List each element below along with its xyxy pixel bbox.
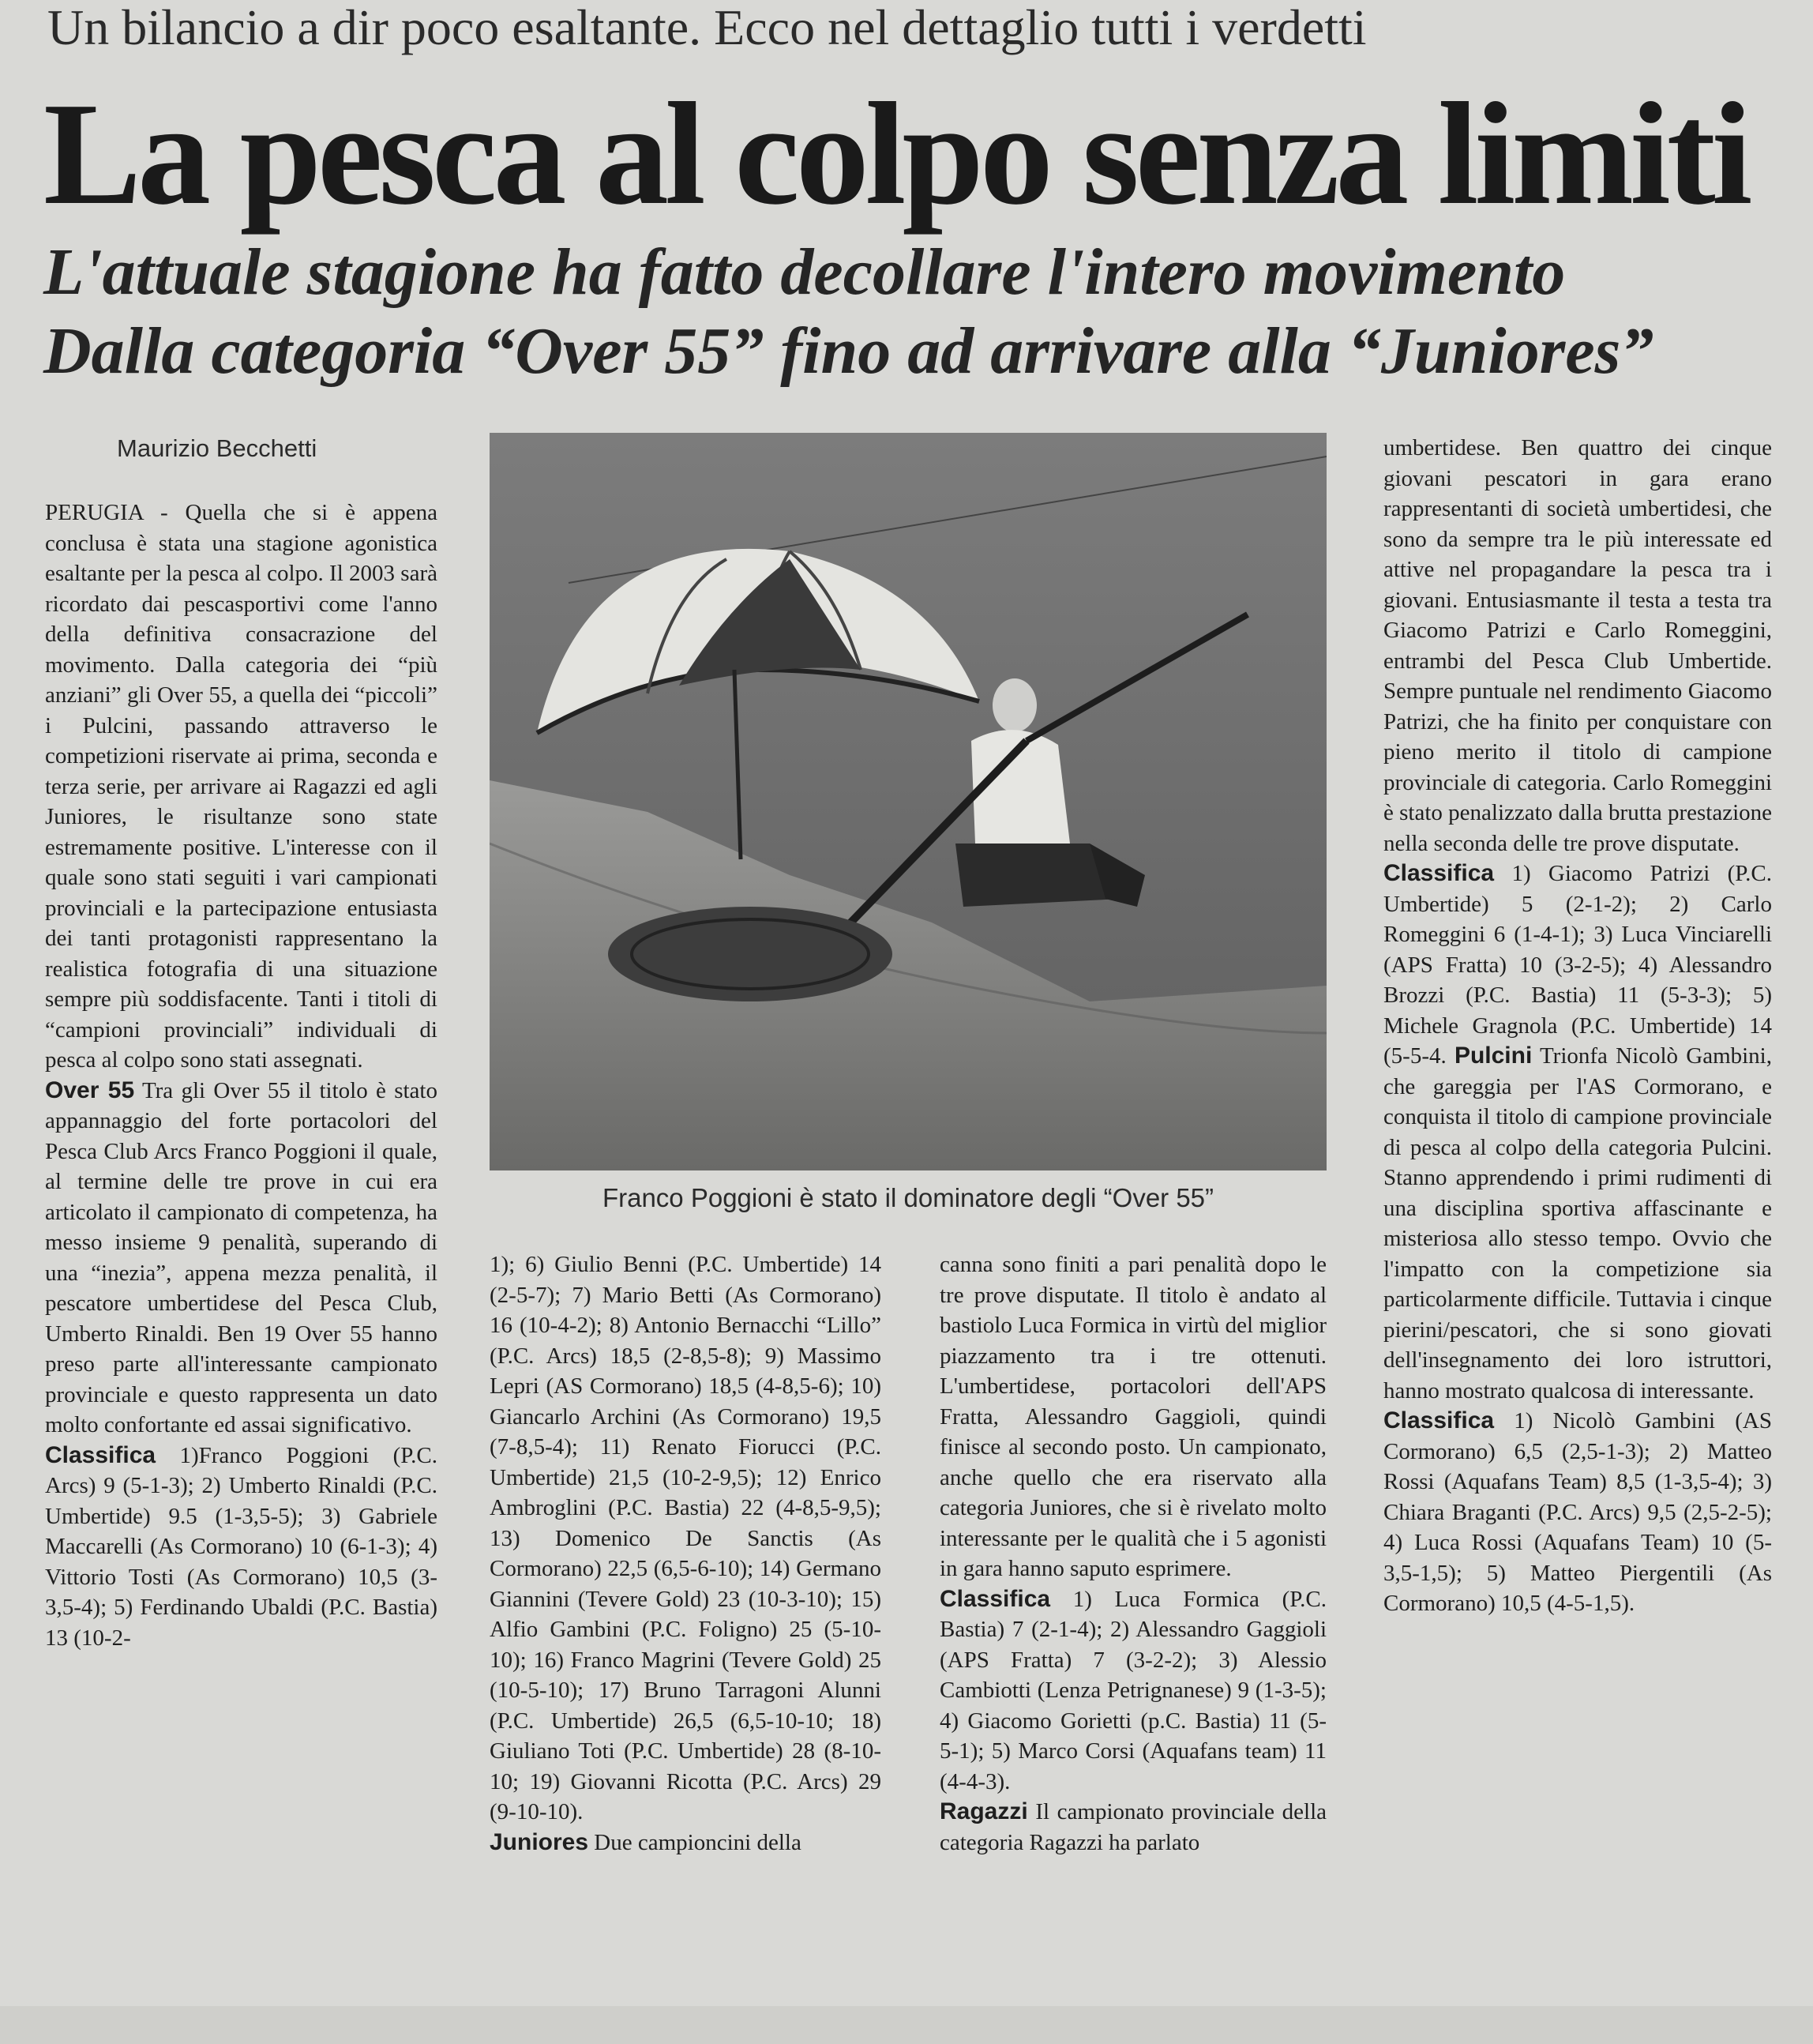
over55-results-continued: 1); 6) Giulio Benni (P.C. Umbertide) 14 (2-5-7); 7) Mario Betti (As Cormorano) 16 (10-4-2); 8) Antonio Bernacchi “Lillo” (P.C. Arcs) 18,5 (2-8,5-8); 9) Massimo Lepri (AS Cormorano) 18,5 (4-8,5-6); 10) Giancarlo Archini (As Cormorano) 19,5 (7-8,5-4); 11) Renato Fiorucci (P.C. Umbertide) 21,5 (10-2-9,5); 12) Enrico Ambroglini (P.C. Bastia) 22 (4-8,5-9,5); 13) Domenico De Sanctis (As Cormorano) 22,5 (6,5-6-10); 14) Germano Giannini (Tevere Gold) 23 (10-3-10); 15) Alfio Gambini (P.C. Foligno) 25 (5-10-10); 16) Franco Magrini (Tevere Gold) 25 (10-5-10); 17) Bruno Tarragoni Alunni (P.C. Umbertide) 26,5 (6,5-10-10; 18) Giuliano Toti (P.C. Umbertide) 28 (8-10-10; 19) Giovanni Ricotta (P.C. Arcs) 29 (9-10-10). bbox=[490, 1252, 881, 1824]
article-column-2 bbox=[490, 1249, 881, 2006]
classifica-text: 1) Giacomo Patrizi (P.C. Umbertide) 5 (2-1-2); 2) Carlo Romeggini 6 (1-4-1); 3) Luca Vinciarelli (APS Fratta) 10 (3-2-5); 4) Alessandro Brozzi (P.C. Bastia) 11 (5-3-3); 5) Michele Gragnola (P.C. Umbertide) 14 (5-5-4. bbox=[1383, 861, 1772, 1069]
classifica-tag: Classifica bbox=[45, 1441, 156, 1468]
kicker: Un bilancio a dir poco esaltante. Ecco nel dettaglio tutti i verdetti bbox=[47, 0, 1367, 55]
article-column-4 bbox=[1383, 433, 1772, 2006]
juniores-continued: canna sono finiti a pari penalità dopo le tre prove disputate. Il titolo è andato al bastiolo Luca Formica in virtù del miglior piazzamento tra i tre ottenuti. L'umbertidese, portacolori dell'APS Fratta, Alessandro Gaggioli, quindi finisce al secondo posto. Un campionato, anche quello che era riservato alla categoria Juniores, che si è rivelato molto interessante per le qualità che i 5 agonisti in gara hanno saputo esprimere. bbox=[940, 1252, 1327, 1581]
section-tag-ragazzi: Ragazzi bbox=[940, 1798, 1028, 1824]
deck-line-1: L'attuale stagione ha fatto decollare l'intero movimento bbox=[43, 235, 1566, 309]
deck-line-2: Dalla categoria “Over 55” fino ad arrivare alla “Juniores” bbox=[43, 314, 1654, 388]
ragazzi-text: Il campionato provinciale della categoria Ragazzi ha parlato bbox=[940, 1799, 1327, 1855]
classifica-tag: Classifica bbox=[940, 1585, 1051, 1612]
classifica-text: 1) Nicolò Gambini (AS Cormorano) 6,5 (2,5-1-3); 2) Matteo Rossi (Aquafans Team) 8,5 (1-3,5-4); 3) Chiara Braganti (P.C. Arcs) 9,5 (2,5-2-5); 4) Luca Rossi (Aquafans Team) 10 (5-3,5-1,5); 5) Matteo Piergentili (As Cormorano) 10,5 (4-5-1,5). bbox=[1383, 1408, 1772, 1616]
pulcini-classifica bbox=[1383, 1406, 1772, 1619]
classifica-tag: Classifica bbox=[1383, 1407, 1495, 1433]
ragazzi-continued: umbertidese. Ben quattro dei cinque giovani pescatori in gara erano rappresentanti di società umbertidesi, che sono da sempre tra le più interessate ed attive nel propagandare la pesca tra i giovani. Entusiasmante il testa a testa tra Giacomo Patrizi e Carlo Romeggini, entrambi del Pesca Club Umbertide. Sempre puntuale nel rendimento Giacomo Patrizi, che ha finito per conquistare con pieno merito il titolo di campione provinciale di categoria. Carlo Romeggini è stato penalizzato dalla brutta prestazione nella seconda delle tre prove disputate. bbox=[1383, 435, 1772, 856]
fisherman-photo-illustration bbox=[490, 433, 1327, 1170]
classifica-tag: Classifica bbox=[1383, 860, 1495, 886]
juniores-text: Due campioncini della bbox=[594, 1829, 801, 1855]
ragazzi-paragraph bbox=[940, 1797, 1327, 1858]
ragazzi-classifica bbox=[1383, 859, 1772, 1406]
over55-classifica bbox=[45, 1441, 437, 1654]
juniores-paragraph bbox=[490, 1828, 881, 1858]
classifica-text: 1)Franco Poggioni (P.C. Arcs) 9 (5-1-3); 2) Umberto Rinaldi (P.C. Umbertide) 9.5 (1-3,5-5); 3) Gabriele Maccarelli (As Cormorano) 10 (6-1-3); 4) Vittorio Tosti (As Cormorano) 10,5 (3-3,5-4); 5) Ferdinando Ubaldi (P.C. Bastia) 13 (10-2- bbox=[45, 1442, 437, 1651]
juniores-classifica bbox=[940, 1584, 1327, 1798]
over55-paragraph bbox=[45, 1076, 437, 1441]
photo-caption: Franco Poggioni è stato il dominatore degli “Over 55” bbox=[602, 1183, 1214, 1212]
page-bottom-margin bbox=[0, 2006, 1813, 2044]
article-column-1 bbox=[45, 498, 437, 2006]
headline: La pesca al colpo senza limiti bbox=[43, 73, 1749, 235]
article-intro: PERUGIA - Quella che si è appena conclusa è stata una stagione agonistica esaltante per la pesca al colpo. Il 2003 sarà ricordato dai pescasportivi come l'anno della definitiva consacrazione del movimento. Dalla categoria dei “più anziani” gli Over 55, a quella dei “piccoli” i Pulcini, passando attraverso le competizioni riservate ai prima, seconda e terza serie, per arrivare ai Ragazzi ed agli Juniores, le risultanze sono state estremamente positive. L'interesse con il quale sono stati seguiti i vari campionati provinciali e la partecipazione entusiasta dei tanti protagonisti rappresentano la realistica fotografia di una situazione sempre più soddisfacente. Tanti i titoli di “campioni provinciali” individuali di pesca al colpo sono stati assegnati. bbox=[45, 500, 437, 1073]
classifica-text: 1) Luca Formica (P.C. Bastia) 7 (2-1-4); 2) Alessandro Gaggioli (APS Fratta) 7 (3-2-2); 3) Alessio Cambiotti (Lenza Petrignanese) 9 (1-3-5); 4) Giacomo Gorietti (p.C. Bastia) 11 (5-5-1); 5) Marco Corsi (Aquafans team) 11 (4-4-3). bbox=[940, 1586, 1327, 1794]
byline: Maurizio Becchetti bbox=[117, 434, 317, 462]
section-tag-over55: Over 55 bbox=[45, 1076, 135, 1103]
section-tag-juniores: Juniores bbox=[490, 1828, 589, 1855]
pulcini-text: Trionfa Nicolò Gambini, che gareggia per l'AS Cormorano, e conquista il titolo di campione provinciale di pesca al colpo della categoria Pulcini. Stanno apprendendo i primi rudimenti di una disciplina sportiva affascinante e misteriosa allo stesso tempo. Ovvio che l'impatto con la competizione sia particolarmente difficile. Tuttavia i cinque pierini/pescatori, che si sono giovati dell'insegnamento dei loro istruttori, hanno mostrato qualcosa di interessante. bbox=[1383, 1043, 1772, 1403]
article-column-3 bbox=[940, 1249, 1327, 2006]
section-tag-pulcini: Pulcini bbox=[1454, 1043, 1533, 1069]
news-photo bbox=[490, 433, 1327, 1170]
over55-text: Tra gli Over 55 il titolo è stato appannaggio del forte portacolori del Pesca Club Arcs Franco Poggioni il quale, al termine delle tre prove in cui era articolato il campionato di competenza, ha messo insieme 9 penalità, superando di una “inezia”, appena mezza penalità, il pescatore umbertidese del Pesca Club, Umberto Rinaldi. Ben 19 Over 55 hanno preso parte all'interessante campionato provinciale e questo rappresenta un dato molto confortante ed assai significativo. bbox=[45, 1077, 437, 1437]
